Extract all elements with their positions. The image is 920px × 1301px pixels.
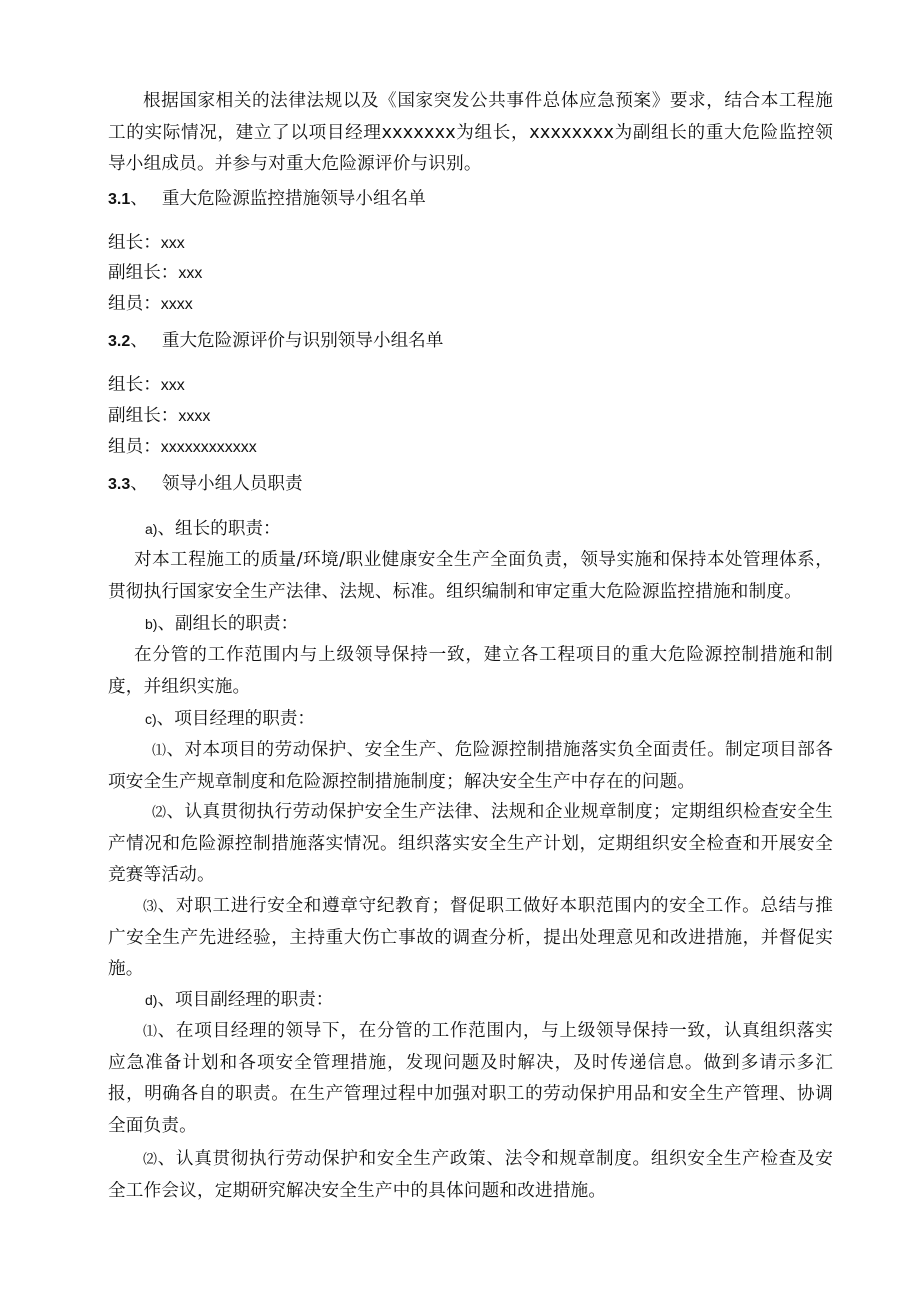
deputy-label: 副组长： bbox=[108, 263, 179, 283]
duty-d-title bbox=[145, 985, 333, 1015]
s32-deputy-line bbox=[108, 401, 210, 432]
section-number: 3.3 bbox=[108, 476, 131, 493]
item-marker: ⑴ bbox=[143, 1023, 158, 1039]
duty-c2-paragraph bbox=[108, 797, 833, 892]
leader-label: 组长： bbox=[108, 233, 161, 253]
section-number: 3.2 bbox=[108, 333, 131, 350]
item-marker: b) bbox=[145, 616, 158, 632]
item-marker: ⑵ bbox=[152, 804, 167, 820]
duty-d2-paragraph bbox=[108, 1144, 833, 1207]
item-title: 、副组长的职责： bbox=[157, 614, 299, 634]
item-title: 、项目经理的职责： bbox=[156, 709, 316, 729]
item-title: 、组长的职责： bbox=[157, 519, 281, 539]
leader-value: xxx bbox=[160, 377, 185, 394]
item-marker: ⑵ bbox=[143, 1151, 158, 1167]
section-separator: 、 bbox=[130, 474, 148, 494]
item-marker: a) bbox=[145, 521, 158, 537]
deputy-value: xxxx bbox=[178, 408, 211, 425]
section-3-3-heading bbox=[108, 469, 303, 500]
duty-c1-paragraph bbox=[108, 735, 833, 798]
leader-value: xxx bbox=[160, 235, 185, 252]
s31-deputy-line bbox=[108, 258, 202, 289]
section-number: 3.1 bbox=[108, 191, 131, 208]
section-separator: 、 bbox=[130, 189, 148, 209]
item-body: 、认真贯彻执行劳动保护安全生产法律、法规和企业规章制度；定期组织检查安全生产情况和危险源控制措施落实情况。组织落实安全生产计划，定期组织安全检查和开展安全竞赛等活动。 bbox=[108, 802, 834, 885]
section-separator: 、 bbox=[130, 331, 148, 351]
s31-member-line bbox=[108, 289, 193, 320]
item-body: 、认真贯彻执行劳动保护和安全生产政策、法令和规章制度。组织安全生产检查及安全工作会议，定期研究解决安全生产中的具体问题和改进措施。 bbox=[108, 1149, 833, 1201]
item-body: 、在项目经理的领导下，在分管的工作范围内，与上级领导保持一致，认真组织落实应急准备计划和各项安全管理措施，发现问题及时解决，及时传递信息。做到多请示多汇报，明确各自的职责。在生产管理过程中加强对职工的劳动保护用品和安全生产管理、协调全面负责。 bbox=[108, 1021, 833, 1136]
duty-d1-paragraph bbox=[108, 1016, 833, 1142]
s31-leader-line bbox=[108, 228, 185, 259]
section-3-2-heading bbox=[108, 326, 443, 357]
member-value: xxxxxxxxxxxx bbox=[160, 439, 257, 456]
member-label: 组员： bbox=[108, 294, 161, 314]
s32-member-line bbox=[108, 432, 257, 463]
intro-paragraph: 根据国家相关的法律法规以及《国家突发公共事件总体应急预案》要求，结合本工程施工的实际情况，建立了以项目经理xxxxxxx为组长，xxxxxxxx为副组长的重大危险监控领导小组成员。并参与对重大危险源评价与识别。 bbox=[108, 91, 833, 174]
item-body: 、对职工进行安全和遵章守纪教育；督促职工做好本职范围内的安全工作。总结与推广安全生产先进经验，主持重大伤亡事故的调查分析，提出处理意见和改进措施，并督促实施。 bbox=[108, 896, 833, 979]
member-label: 组员： bbox=[108, 437, 161, 457]
section-title: 重大危险源监控措施领导小组名单 bbox=[161, 189, 426, 209]
section-title: 领导小组人员职责 bbox=[161, 474, 303, 494]
item-marker: ⑶ bbox=[143, 898, 158, 914]
section-3-1-heading bbox=[108, 184, 426, 215]
duty-a-title bbox=[145, 514, 281, 544]
deputy-value: xxx bbox=[178, 265, 203, 282]
item-marker: c) bbox=[145, 711, 157, 727]
leader-label: 组长： bbox=[108, 375, 161, 395]
item-marker: ⑴ bbox=[152, 742, 167, 758]
duty-c3-paragraph bbox=[108, 891, 833, 986]
deputy-label: 副组长： bbox=[108, 406, 179, 426]
duty-b-body: 在分管的工作范围内与上级领导保持一致，建立各工程项目的重大危险源控制措施和制度，并组织实施。 bbox=[108, 645, 833, 697]
duty-c-title bbox=[145, 704, 315, 734]
item-marker: d) bbox=[145, 992, 158, 1008]
section-title: 重大危险源评价与识别领导小组名单 bbox=[161, 331, 444, 351]
duty-b-title bbox=[145, 609, 298, 639]
item-body: 、对本项目的劳动保护、安全生产、危险源控制措施落实负全面责任。制定项目部各项安全生产规章制度和危险源控制措施制度；解决安全生产中存在的问题。 bbox=[108, 740, 834, 792]
member-value: xxxx bbox=[160, 296, 193, 313]
duty-a-body: 对本工程施工的质量/环境/职业健康安全生产全面负责，领导实施和保持本处管理体系，贯彻执行国家安全生产法律、法规、标准。组织编制和审定重大危险源监控措施和制度。 bbox=[108, 550, 833, 602]
s32-leader-line bbox=[108, 370, 185, 401]
item-title: 、项目副经理的职责： bbox=[157, 990, 334, 1010]
